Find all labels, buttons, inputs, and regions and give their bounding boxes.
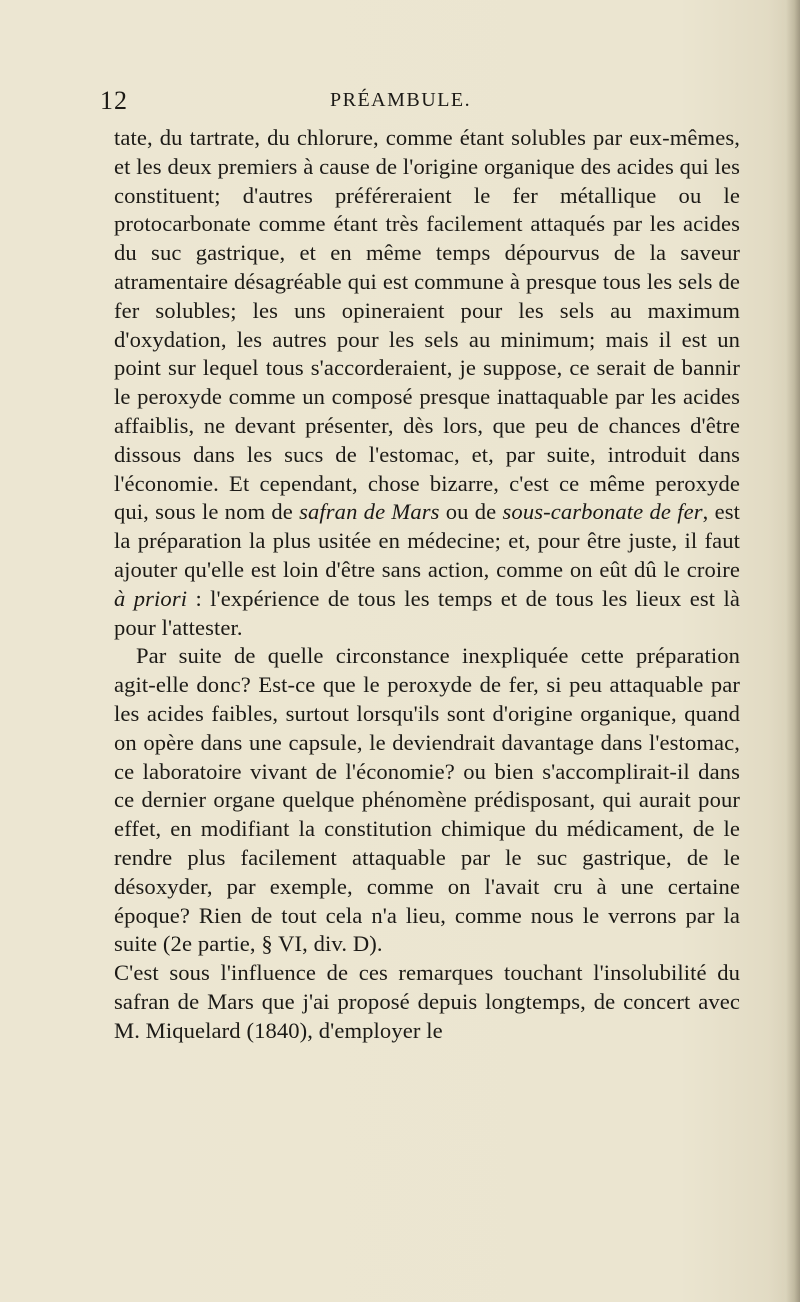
- page-header: [100, 86, 730, 116]
- paragraph-1-text-d: : l'expérience de tous les temps et de tous les lieux est là pour l'attester.: [114, 585, 741, 640]
- italic-term-safran-de-mars: safran de Mars: [299, 499, 440, 525]
- paragraph-1-text-b: ou de: [439, 499, 503, 525]
- paragraph-1-text-a: tate, du tartrate, du chlorure, comme étant solubles par eux-mêmes, et les deux premiers à cause de l'origine organique des acides qui les constituent; d'autres préféreraient le fer métallique ou le protocarbonate comme étant très facilement attaqués par les acides du suc gastrique, et en même temps dépourvus de la saveur atramentaire désagréable qui est commune à presque tous les sels de fer solubles; les uns opineraient pour les sels au maximum d'oxydation, les autres pour les sels au minimum; mais il est un point sur lequel tous s'accorderaient, je suppose, ce serait de bannir le peroxyde comme un composé presque inattaquable par les acides affaiblis, ne devant présenter, dès lors, que peu de chances d'être dissous dans les sucs de l'estomac, et, par suite, introduit dans l'économie. Et cependant, chose bizarre, c'est ce même peroxyde qui, sous le nom de: [114, 125, 740, 525]
- page-edge-shadow: [786, 0, 800, 1302]
- paragraph-1-text-c: , est la préparation la plus usitée en médecine; et, pour être juste, il faut ajouter qu'elle est loin d'être sans action, comme on eût dû le croire: [114, 499, 740, 582]
- paragraph-2: Par suite de quelle circonstance inexpliquée cette préparation agit-elle donc? Est-ce que le peroxyde de fer, si peu attaquable par les acides faibles, surtout lorsqu'ils sont d'origine organique, quand on opère dans une capsule, le deviendrait davantage dans l'estomac, ce laboratoire vivant de l'économie? ou bien s'accomplirait-il dans ce dernier organe quelque phénomène prédisposant, qui aurait pour effet, en modifiant la constitution chimique du médicament, de le rendre plus facilement attaquable par le suc gastrique, de le désoxyder, par exemple, comme on l'avait cru à une certaine époque? Rien de tout cela n'a lieu, comme nous le verrons par la suite (2e partie, § VI, div. D).: [114, 643, 740, 957]
- italic-term-sous-carbonate: sous-carbonate de fer: [502, 499, 703, 525]
- running-head: PRÉAMBULE.: [330, 89, 472, 111]
- page-number: 12: [100, 86, 128, 115]
- body-text: [114, 124, 740, 1046]
- paragraph-3: C'est sous l'influence de ces remarques touchant l'insolubilité du safran de Mars que j'ai proposé depuis longtemps, de concert avec M. Miquelard (1840), d'employer le: [114, 960, 740, 1043]
- paragraph-1: [114, 124, 740, 642]
- italic-term-a-priori: à priori: [114, 585, 188, 611]
